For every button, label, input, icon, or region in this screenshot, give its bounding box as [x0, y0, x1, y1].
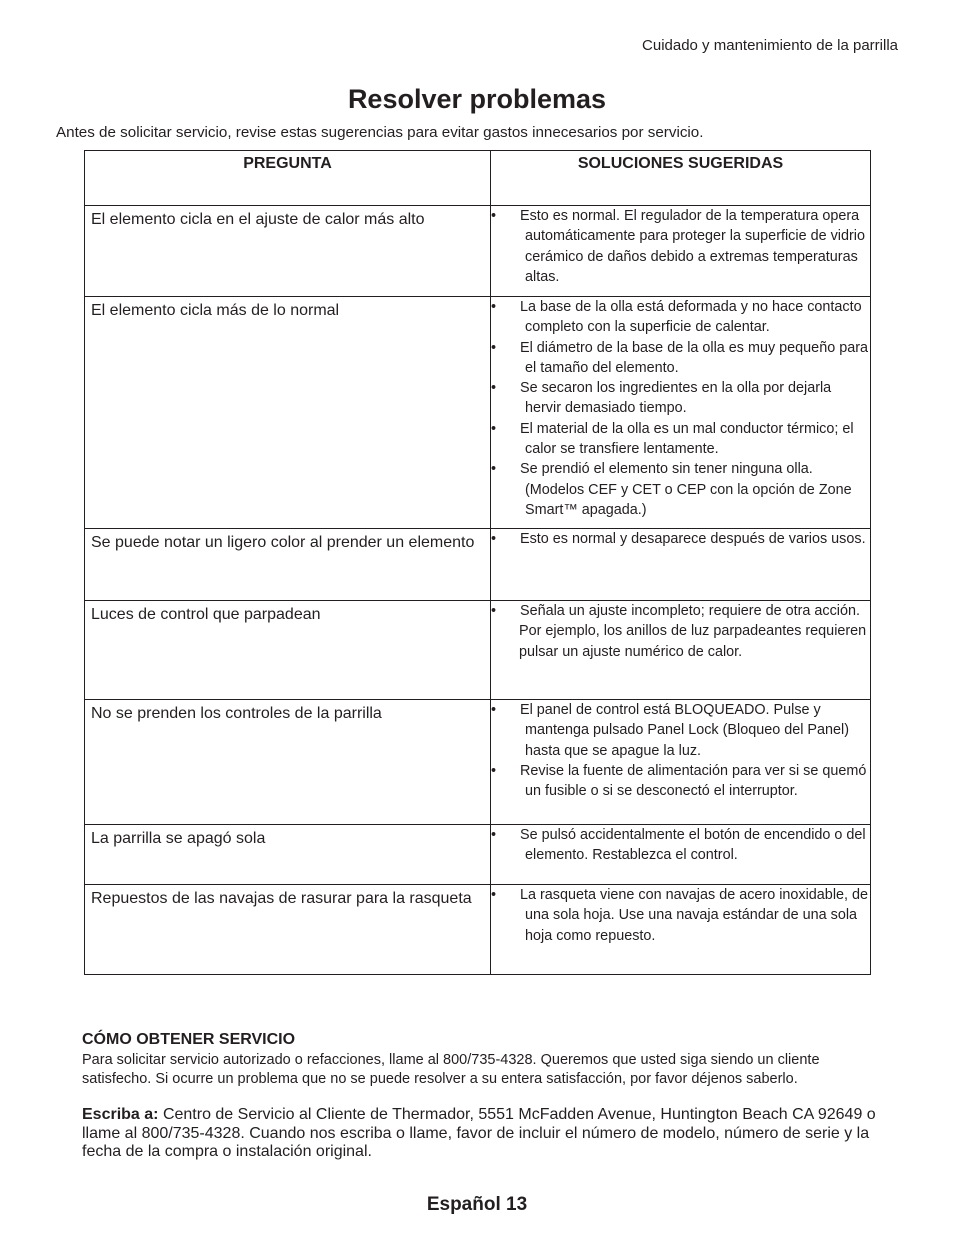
table-row	[85, 825, 871, 885]
table-row	[85, 206, 871, 297]
write-to-section	[82, 1106, 882, 1162]
service-heading: CÓMO OBTENER SERVICIO	[82, 1031, 296, 1048]
solution-note: Por ejemplo, los anillos de luz parpadeantes requieren pulsar un ajuste numérico de calor.	[519, 623, 867, 660]
header-solutions: SOLUCIONES SUGERIDAS	[491, 151, 871, 206]
table-row	[85, 601, 871, 700]
solution-item: • El material de la olla es un mal conductor térmico; el calor se transfiere lentamente.	[491, 420, 854, 458]
page-number: Español 13	[426, 1194, 528, 1215]
page-title: Resolver problemas	[347, 84, 607, 114]
question-text: El elemento cicla en el ajuste de calor más alto	[91, 211, 425, 228]
troubleshooting-table	[84, 150, 871, 975]
running-header: Cuidado y mantenimiento de la parrilla	[642, 37, 898, 54]
header-question: PREGUNTA	[85, 151, 491, 206]
question-text: Luces de control que parpadean	[91, 606, 321, 623]
solution-item: • Esto es normal. El regulador de la temperatura opera automáticamente para proteger la superficie de vidrio cerámico de daños debido a extremas temperaturas altas.	[491, 208, 865, 285]
table-row	[85, 529, 871, 601]
question-text: Se puede notar un ligero color al prender un elemento	[91, 534, 475, 551]
solution-item: • Se secaron los ingredientes en la olla por dejarla hervir demasiado tiempo.	[491, 380, 832, 417]
question-text: El elemento cicla más de lo normal	[91, 302, 340, 319]
solution-item: • La base de la olla está deformada y no hace contacto completo con la superficie de calentar.	[491, 299, 862, 336]
solution-item: • Se prendió el elemento sin tener ninguna olla. (Modelos CEF y CET o CEP con la opción de Zone Smart™ apagada.)	[491, 461, 852, 518]
service-text: Para solicitar servicio autorizado o refacciones, llame al 800/735-4328. Queremos que usted siga siendo un cliente satisfecho. Si ocurre un problema que no se puede resolver a su entera satisfacción, por favor déjenos saberlo.	[82, 1052, 820, 1087]
table-header-row	[85, 151, 871, 206]
solution-item: • El diámetro de la base de la olla es muy pequeño para el tamaño del elemento.	[491, 339, 868, 376]
write-label: Escriba a:	[82, 1106, 159, 1123]
question-text: La parrilla se apagó sola	[91, 830, 266, 847]
question-text: No se prenden los controles de la parrilla	[91, 705, 382, 722]
solution-item: • La rasqueta viene con navajas de acero inoxidable, de una sola hoja. Use una navaja estándar de una sola hoja como repuesto.	[491, 887, 869, 944]
write-address-text: Centro de Servicio al Cliente de Thermador, 5551 McFadden Avenue, Huntington Beach CA 92649 o llame al 800/735-4328. Cuando nos escriba o llame, favor de incluir el número de modelo, número de serie y la fecha de la compra o instalación original.	[82, 1106, 876, 1161]
table-row	[85, 700, 871, 825]
solution-item: • Revise la fuente de alimentación para ver si se quemó un fusible o si se desconectó el interruptor.	[491, 762, 867, 800]
solution-item: • El panel de control está BLOQUEADO. Pulse y mantenga pulsado Panel Lock (Bloqueo del Panel) hasta que se apague la luz.	[491, 702, 850, 759]
solution-item: • Señala un ajuste incompleto; requiere de otra acción.	[491, 603, 860, 619]
question-text: Repuestos de las navajas de rasurar para la rasqueta	[91, 890, 472, 907]
solution-item: • Se pulsó accidentalmente el botón de encendido o del elemento. Restablezca el control.	[491, 827, 866, 864]
table-row	[85, 297, 871, 529]
solution-item: • Esto es normal y desaparece después de varios usos.	[491, 531, 866, 547]
table-row	[85, 885, 871, 975]
intro-text: Antes de solicitar servicio, revise estas sugerencias para evitar gastos innecesarios por servicio.	[56, 124, 704, 141]
